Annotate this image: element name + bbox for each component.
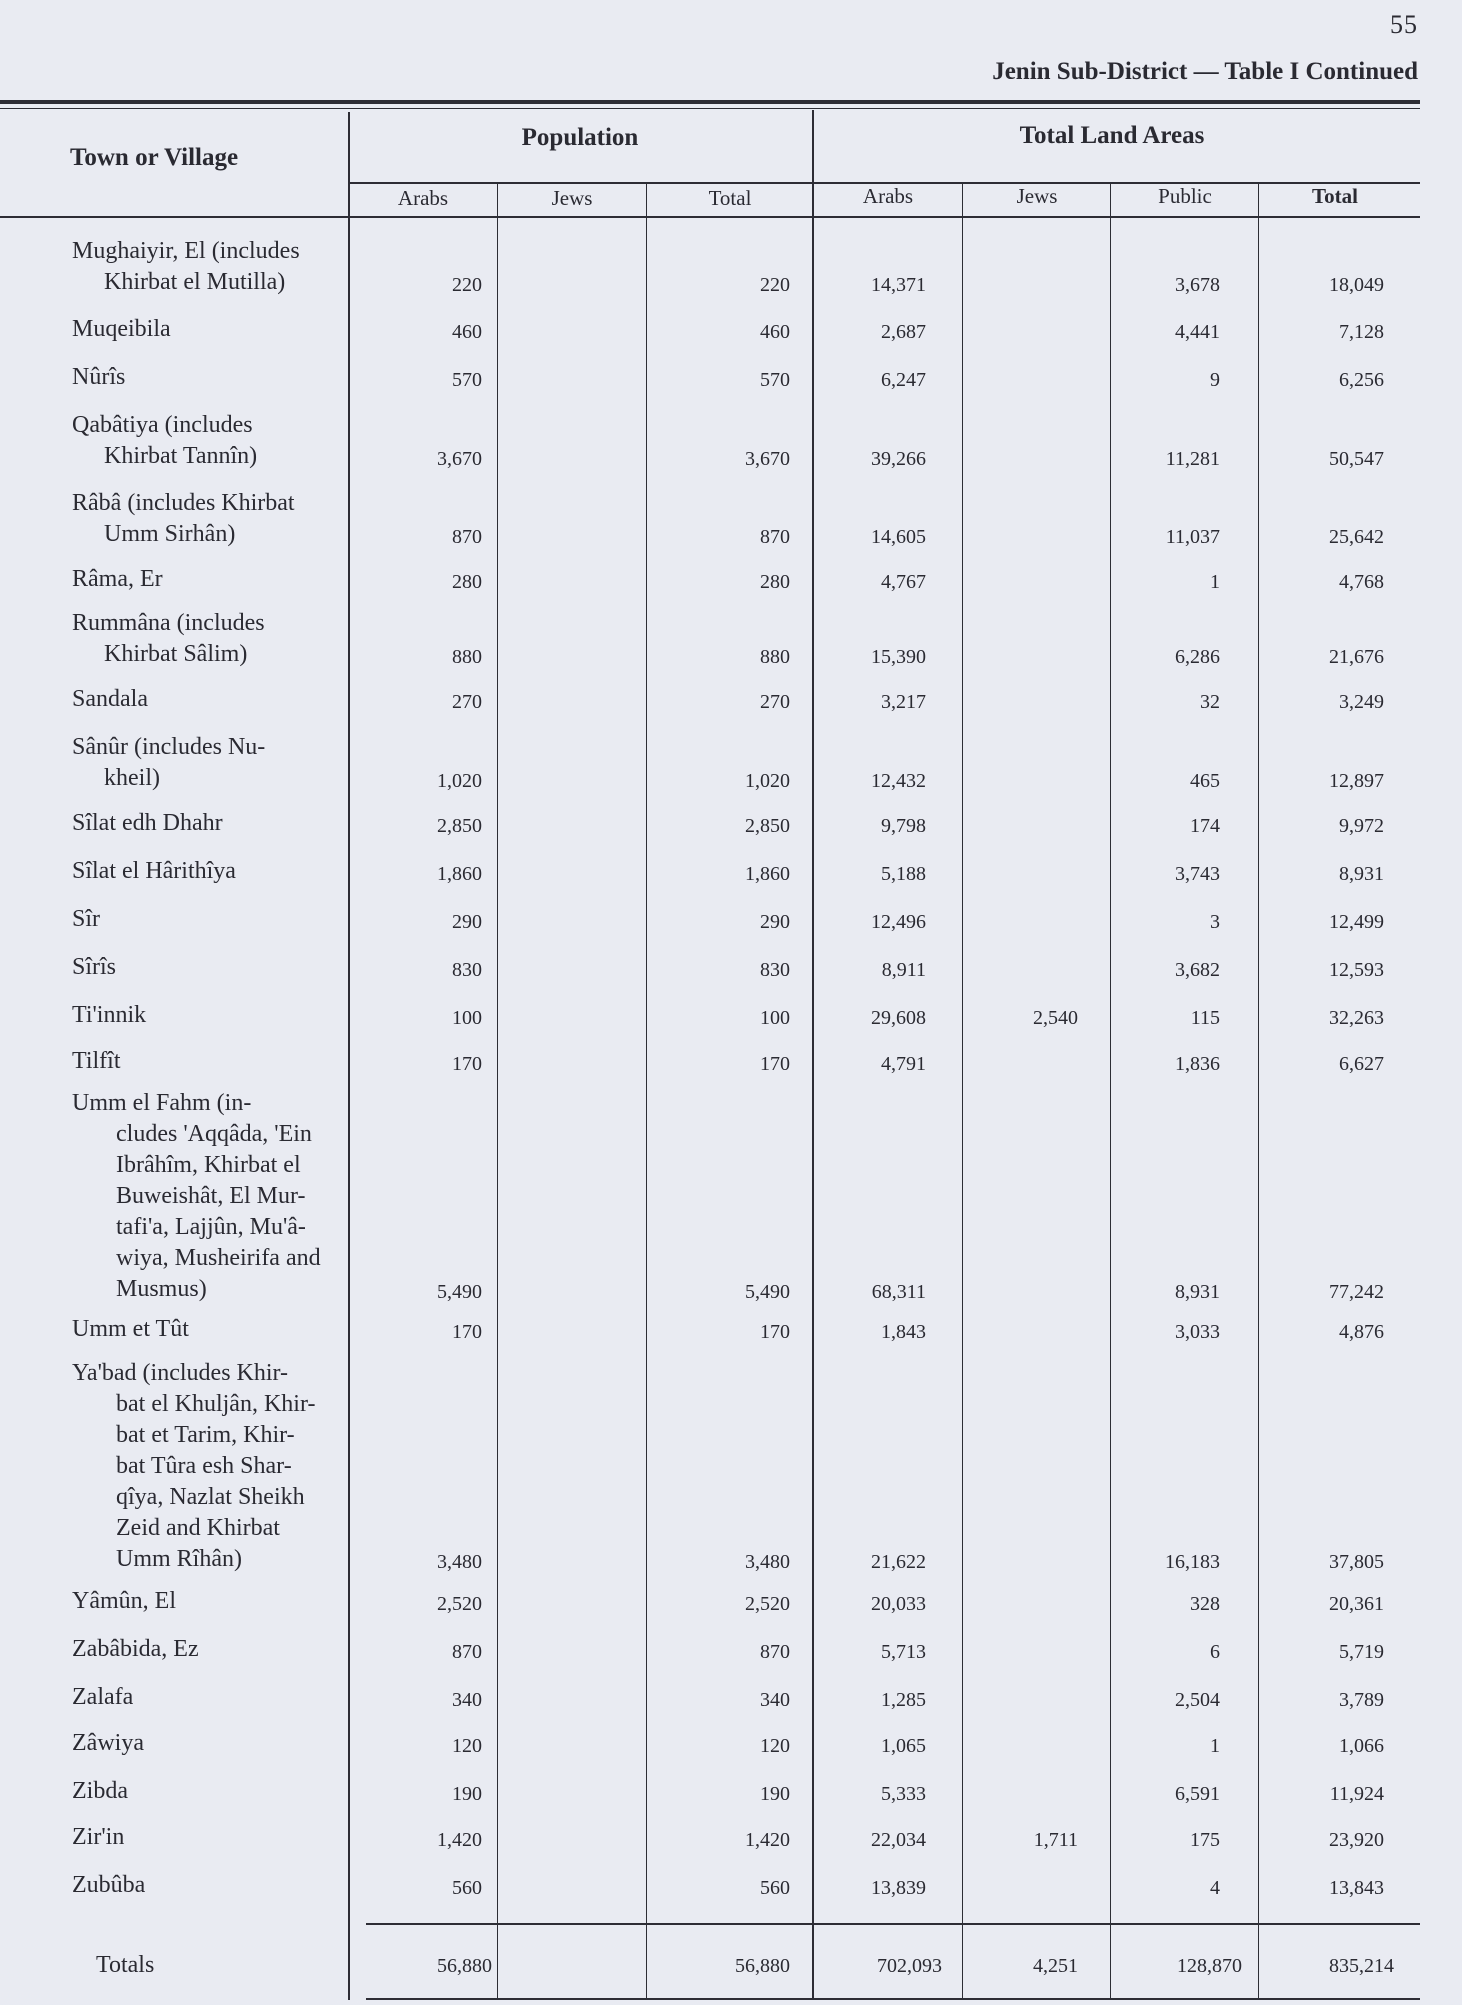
totals-land-public: 128,870: [1177, 1955, 1242, 1977]
town-name: [72, 1634, 342, 1665]
top-rule: [0, 100, 1420, 104]
town-name: [72, 1088, 342, 1305]
column-line: [1110, 184, 1111, 2000]
cell-land-arabs: 2,687: [881, 321, 926, 343]
totals-land-total: 835,214: [1329, 1955, 1394, 1977]
cell-land-total: 5,719: [1339, 1641, 1384, 1663]
sub-header-land-jews: Jews: [1016, 184, 1058, 208]
town-name-line: Ti'innik: [72, 1002, 147, 1028]
cell-pop-arabs: 2,850: [437, 815, 482, 837]
cell-land-total: 4,876: [1339, 1321, 1384, 1343]
cell-land-public: 3,033: [1175, 1321, 1220, 1343]
town-name: [72, 1046, 342, 1077]
town-name-line: Nûrîs: [72, 364, 126, 390]
sub-header-pop-arabs: Arabs: [397, 186, 449, 210]
town-name-line: Rummâna (includes: [72, 610, 265, 636]
town-name-line: Ibrâhîm, Khirbat el: [116, 1152, 301, 1178]
cell-pop-arabs: 830: [452, 959, 482, 981]
cell-land-total: 20,361: [1329, 1593, 1384, 1615]
town-name-line: Buweishât, El Mur-: [116, 1183, 306, 1209]
cell-pop-total: 1,860: [745, 863, 790, 885]
cell-pop-arabs: 460: [452, 321, 482, 343]
column-line: [646, 184, 647, 2000]
town-name-line: Umm Rîhân): [116, 1546, 242, 1572]
cell-land-public: 465: [1190, 770, 1220, 792]
cell-land-arabs: 15,390: [871, 646, 926, 668]
cell-land-jews: 2,540: [1033, 1007, 1078, 1029]
cell-pop-arabs: 270: [452, 691, 482, 713]
cell-land-arabs: 14,605: [871, 526, 926, 548]
cell-pop-total: 3,480: [745, 1551, 790, 1573]
town-name: [72, 1822, 342, 1853]
cell-pop-arabs: 220: [452, 274, 482, 296]
cell-land-public: 6: [1210, 1641, 1220, 1663]
cell-land-total: 6,627: [1339, 1053, 1384, 1075]
cell-land-total: 3,249: [1339, 691, 1384, 713]
town-name: [72, 1000, 342, 1031]
cell-pop-arabs: 870: [452, 1641, 482, 1663]
cell-land-arabs: 68,311: [871, 1281, 926, 1303]
page-number: 55: [1390, 10, 1418, 39]
town-name: [72, 1776, 342, 1807]
bottom-rule: [366, 1998, 1420, 2000]
town-name: [72, 1728, 342, 1759]
cell-land-total: 12,499: [1329, 911, 1384, 933]
cell-land-arabs: 6,247: [881, 369, 926, 391]
cell-land-public: 174: [1190, 815, 1220, 837]
cell-land-arabs: 12,432: [871, 770, 926, 792]
cell-pop-total: 290: [760, 911, 790, 933]
town-name-line: Sîrîs: [72, 954, 117, 980]
cell-pop-arabs: 2,520: [437, 1593, 482, 1615]
cell-pop-total: 830: [760, 959, 790, 981]
town-name-line: Râbâ (includes Khirbat: [72, 490, 295, 516]
cell-pop-arabs: 1,860: [437, 863, 482, 885]
town-name: [72, 1682, 342, 1713]
land-areas-group-header: Total Land Areas: [1019, 122, 1205, 149]
town-name-line: Sîlat edh Dhahr: [72, 810, 223, 836]
cell-pop-total: 560: [760, 1877, 790, 1899]
town-name: [72, 732, 342, 794]
cell-land-total: 1,066: [1339, 1735, 1384, 1757]
cell-land-arabs: 5,333: [881, 1783, 926, 1805]
cell-land-total: 12,897: [1329, 770, 1384, 792]
cell-land-public: 6,591: [1175, 1783, 1220, 1805]
town-name: [72, 362, 342, 393]
cell-land-public: 3,682: [1175, 959, 1220, 981]
top-rule-thin: [0, 108, 1420, 109]
cell-land-arabs: 4,791: [881, 1053, 926, 1075]
cell-land-public: 2,504: [1175, 1689, 1220, 1711]
town-name-line: bat et Tarim, Khir-: [116, 1422, 295, 1448]
cell-pop-arabs: 340: [452, 1689, 482, 1711]
cell-pop-total: 3,670: [745, 448, 790, 470]
cell-land-public: 115: [1190, 1007, 1220, 1029]
cell-pop-total: 190: [760, 1783, 790, 1805]
cell-land-jews: 1,711: [1033, 1829, 1078, 1851]
cell-pop-arabs: 880: [452, 646, 482, 668]
cell-land-public: 4: [1210, 1877, 1220, 1899]
town-name-line: Sandala: [72, 686, 148, 712]
town-name-line: Zeid and Khirbat: [116, 1515, 280, 1541]
cell-pop-total: 2,850: [745, 815, 790, 837]
cell-pop-arabs: 170: [452, 1053, 482, 1075]
cell-land-public: 1: [1210, 1735, 1220, 1757]
cell-land-public: 16,183: [1165, 1551, 1220, 1573]
cell-land-public: 9: [1210, 369, 1220, 391]
running-header: Jenin Sub-District — Table I Continued: [992, 58, 1418, 85]
cell-land-public: 11,037: [1165, 526, 1220, 548]
cell-land-arabs: 12,496: [871, 911, 926, 933]
cell-land-arabs: 13,839: [871, 1877, 926, 1899]
column-line: [962, 184, 963, 2000]
cell-pop-arabs: 1,020: [437, 770, 482, 792]
totals-pop-arabs: 56,880: [437, 1955, 492, 1977]
town-name: [72, 410, 342, 472]
cell-land-total: 32,263: [1329, 1007, 1384, 1029]
town-name: [72, 856, 342, 887]
cell-land-total: 12,593: [1329, 959, 1384, 981]
cell-land-total: 18,049: [1329, 274, 1384, 296]
header-group-rule: [350, 182, 1420, 184]
cell-pop-total: 170: [760, 1053, 790, 1075]
town-name-line: Umm et Tût: [72, 1316, 189, 1342]
cell-pop-total: 460: [760, 321, 790, 343]
town-name: [72, 1314, 342, 1345]
column-line: [1258, 184, 1259, 2000]
cell-pop-arabs: 5,490: [437, 1281, 482, 1303]
cell-land-total: 6,256: [1339, 369, 1384, 391]
town-name-line: qîya, Nazlat Sheikh: [116, 1484, 305, 1510]
cell-land-arabs: 9,798: [881, 815, 926, 837]
cell-pop-arabs: 280: [452, 571, 482, 593]
town-name-line: Ya'bad (includes Khir-: [72, 1360, 289, 1386]
cell-pop-arabs: 190: [452, 1783, 482, 1805]
town-name: [72, 1870, 342, 1901]
cell-land-arabs: 4,767: [881, 571, 926, 593]
cell-pop-arabs: 560: [452, 1877, 482, 1899]
totals-rule: [366, 1923, 1420, 1925]
town-name: [72, 488, 342, 550]
town-name-line: cludes 'Aqqâda, 'Ein: [116, 1121, 312, 1147]
cell-pop-total: 120: [760, 1735, 790, 1757]
town-name-line: Zalafa: [72, 1684, 134, 1710]
cell-land-arabs: 21,622: [871, 1551, 926, 1573]
town-name-line: Râma, Er: [72, 566, 163, 592]
cell-pop-arabs: 570: [452, 369, 482, 391]
town-name-line: kheil): [104, 765, 160, 791]
town-name-line: Khirbat Tannîn): [104, 443, 258, 469]
town-name: [72, 608, 342, 670]
cell-pop-total: 340: [760, 1689, 790, 1711]
cell-pop-arabs: 100: [452, 1007, 482, 1029]
cell-pop-total: 870: [760, 1641, 790, 1663]
town-name-line: Zubûba: [72, 1872, 146, 1898]
sub-header-land-total: Total: [1312, 184, 1358, 208]
cell-land-arabs: 1,285: [881, 1689, 926, 1711]
town-name: [72, 314, 342, 345]
cell-land-public: 4,441: [1175, 321, 1220, 343]
town-name: [72, 904, 342, 935]
cell-land-arabs: 8,911: [881, 959, 926, 981]
town-name-line: Zibda: [72, 1778, 128, 1804]
town-name: [72, 564, 342, 595]
cell-pop-total: 220: [760, 274, 790, 296]
sub-header-pop-total: Total: [708, 186, 752, 210]
cell-land-total: 9,972: [1339, 815, 1384, 837]
town-name-line: Khirbat Sâlim): [104, 641, 248, 667]
town-column-header: Town or Village: [70, 144, 239, 171]
cell-pop-arabs: 120: [452, 1735, 482, 1757]
cell-land-total: 8,931: [1339, 863, 1384, 885]
town-name-line: Sîr: [72, 906, 101, 932]
cell-land-arabs: 14,371: [871, 274, 926, 296]
sub-header-land-public: Public: [1158, 184, 1212, 208]
cell-land-arabs: 1,843: [881, 1321, 926, 1343]
town-name-line: tafi'a, Lajjûn, Mu'â-: [116, 1214, 306, 1240]
cell-land-public: 1,836: [1175, 1053, 1220, 1075]
population-group-header: Population: [521, 124, 639, 151]
cell-land-total: 13,843: [1329, 1877, 1384, 1899]
cell-land-public: 3: [1210, 911, 1220, 933]
town-name-line: bat el Khuljân, Khir-: [116, 1391, 316, 1417]
town-name-line: Zabâbida, Ez: [72, 1636, 199, 1662]
cell-land-arabs: 29,608: [871, 1007, 926, 1029]
cell-pop-arabs: 3,480: [437, 1551, 482, 1573]
town-name-line: Umm el Fahm (in-: [72, 1090, 252, 1116]
town-name-line: Yâmûn, El: [72, 1588, 176, 1614]
cell-pop-total: 100: [760, 1007, 790, 1029]
column-line: [497, 184, 498, 2000]
cell-land-arabs: 5,713: [881, 1641, 926, 1663]
town-name: [72, 1586, 342, 1617]
town-name: [72, 808, 342, 839]
town-name-line: Khirbat el Mutilla): [104, 269, 286, 295]
town-name: [72, 1358, 342, 1575]
cell-land-total: 3,789: [1339, 1689, 1384, 1711]
cell-land-total: 50,547: [1329, 448, 1384, 470]
cell-land-public: 11,281: [1165, 448, 1220, 470]
totals-label: Totals: [96, 1952, 155, 1978]
cell-land-public: 175: [1190, 1829, 1220, 1851]
cell-pop-total: 880: [760, 646, 790, 668]
cell-land-arabs: 39,266: [871, 448, 926, 470]
sub-header-pop-jews: Jews: [551, 186, 593, 210]
cell-pop-arabs: 170: [452, 1321, 482, 1343]
cell-pop-arabs: 3,670: [437, 448, 482, 470]
town-name-line: bat Tûra esh Shar-: [116, 1453, 292, 1479]
cell-land-total: 7,128: [1339, 321, 1384, 343]
cell-land-arabs: 20,033: [871, 1593, 926, 1615]
cell-land-arabs: 22,034: [871, 1829, 926, 1851]
cell-land-total: 21,676: [1329, 646, 1384, 668]
town-name-line: Zâwiya: [72, 1730, 144, 1756]
cell-land-public: 1: [1210, 571, 1220, 593]
cell-pop-arabs: 870: [452, 526, 482, 548]
cell-pop-total: 1,020: [745, 770, 790, 792]
cell-land-total: 77,242: [1329, 1281, 1384, 1303]
town-name-line: Tilfît: [72, 1048, 121, 1074]
cell-pop-total: 5,490: [745, 1281, 790, 1303]
cell-land-total: 11,924: [1329, 1783, 1384, 1805]
sub-header-land-arabs: Arabs: [862, 184, 914, 208]
cell-land-public: 8,931: [1175, 1281, 1220, 1303]
cell-pop-total: 1,420: [745, 1829, 790, 1851]
town-name: [72, 684, 342, 715]
cell-pop-total: 870: [760, 526, 790, 548]
cell-land-arabs: 1,065: [881, 1735, 926, 1757]
cell-land-public: 32: [1200, 691, 1220, 713]
cell-pop-total: 170: [760, 1321, 790, 1343]
cell-land-public: 328: [1190, 1593, 1220, 1615]
cell-land-public: 6,286: [1175, 646, 1220, 668]
town-name-line: Musmus): [116, 1276, 207, 1302]
totals-pop-total: 56,880: [735, 1955, 790, 1977]
cell-pop-arabs: 290: [452, 911, 482, 933]
cell-pop-total: 570: [760, 369, 790, 391]
town-name-line: Mughaiyir, El (includes: [72, 238, 300, 264]
cell-land-arabs: 3,217: [881, 691, 926, 713]
header-bottom-rule: [0, 216, 1420, 218]
town-name-line: Qabâtiya (includes: [72, 412, 253, 438]
town-name-line: Zir'in: [72, 1824, 125, 1850]
cell-pop-arabs: 1,420: [437, 1829, 482, 1851]
cell-land-total: 25,642: [1329, 526, 1384, 548]
town-name: [72, 236, 342, 298]
town-name-line: Sânûr (includes Nu-: [72, 734, 266, 760]
cell-land-arabs: 5,188: [881, 863, 926, 885]
cell-land-total: 4,768: [1339, 571, 1384, 593]
cell-land-total: 23,920: [1329, 1829, 1384, 1851]
town-name-line: Umm Sirhân): [104, 521, 236, 547]
cell-land-public: 3,678: [1175, 274, 1220, 296]
cell-land-public: 3,743: [1175, 863, 1220, 885]
town-name-line: wiya, Musheirifa and: [116, 1245, 321, 1271]
cell-pop-total: 270: [760, 691, 790, 713]
town-name-line: Sîlat el Hârithîya: [72, 858, 236, 884]
town-name: [72, 952, 342, 983]
cell-land-total: 37,805: [1329, 1551, 1384, 1573]
cell-pop-total: 280: [760, 571, 790, 593]
cell-pop-total: 2,520: [745, 1593, 790, 1615]
town-name-line: Muqeibila: [72, 316, 171, 342]
totals-land-jews: 4,251: [1033, 1955, 1078, 1977]
totals-land-arabs: 702,093: [877, 1955, 942, 1977]
